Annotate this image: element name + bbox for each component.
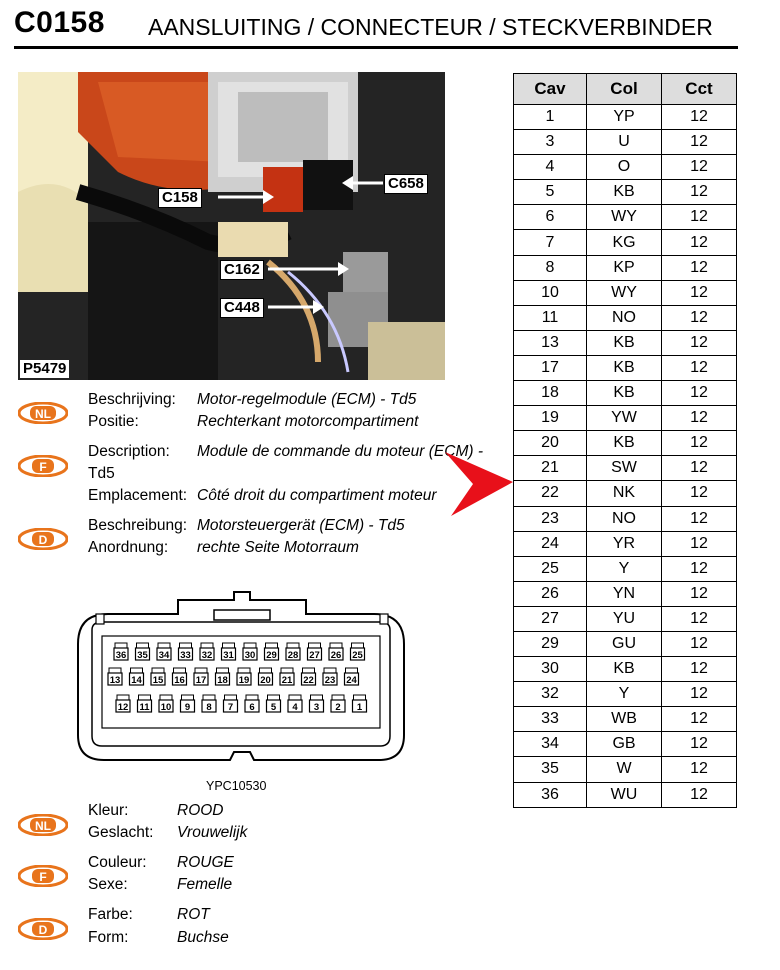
pin-number: 29 — [266, 650, 277, 661]
connector-code: C0158 — [14, 6, 105, 39]
table-row — [514, 581, 737, 606]
connector-pin — [200, 643, 214, 661]
nl-colour-val: ROOD — [177, 802, 224, 819]
connector-pin — [138, 695, 152, 713]
connector-pin — [216, 668, 230, 686]
connector-pin — [351, 643, 365, 661]
connector-pin — [159, 695, 173, 713]
table-header-row — [514, 74, 737, 105]
connector-pin — [114, 643, 128, 661]
colour-cell: YW — [587, 406, 662, 431]
header-cct: Cct — [662, 74, 737, 105]
pin-number: 20 — [260, 675, 271, 686]
pin-number: 6 — [249, 702, 255, 713]
pin-number: 30 — [244, 650, 256, 661]
colour-cell: Y — [587, 556, 662, 581]
circuit-cell: 12 — [662, 431, 737, 456]
table-row — [514, 657, 737, 682]
table-row — [514, 782, 737, 807]
pin-number: 21 — [281, 675, 293, 686]
table-row — [514, 355, 737, 380]
nl-desc-val: Motor-regelmodule (ECM) - Td5 — [197, 391, 417, 408]
cavity-cell: 8 — [514, 255, 587, 280]
colour-cell: WY — [587, 205, 662, 230]
page-title: AANSLUITING / CONNECTEUR / STECKVERBINDER — [148, 14, 713, 40]
circuit-cell: 12 — [662, 105, 737, 130]
cavity-cell: 10 — [514, 280, 587, 305]
colour-cell: KP — [587, 255, 662, 280]
connector-pin — [323, 668, 337, 686]
connector-pin — [173, 668, 187, 686]
pin-number: 4 — [292, 702, 298, 713]
pinout-table — [513, 73, 737, 808]
circuit-cell: 12 — [662, 606, 737, 631]
colour-cell: YP — [587, 105, 662, 130]
cavity-cell: 25 — [514, 556, 587, 581]
cavity-cell: 5 — [514, 180, 587, 205]
cavity-cell: 23 — [514, 506, 587, 531]
circuit-cell: 12 — [662, 205, 737, 230]
circuit-cell: 12 — [662, 707, 737, 732]
pin-number: 28 — [287, 650, 299, 661]
pin-number: 7 — [227, 702, 234, 713]
connector-pin — [280, 668, 294, 686]
f-badge-icon — [18, 455, 68, 477]
d-desc-key: Beschreibung: — [88, 517, 188, 534]
d-pos-key: Anordnung: — [88, 539, 169, 556]
connector-pin — [222, 643, 236, 661]
f-pos-key: Emplacement: — [88, 487, 188, 504]
connector-pin — [329, 643, 343, 661]
connector-pin — [353, 695, 367, 713]
cavity-cell: 24 — [514, 531, 587, 556]
cavity-cell: 6 — [514, 205, 587, 230]
colour-cell: GB — [587, 732, 662, 757]
table-row — [514, 531, 737, 556]
circuit-cell: 12 — [662, 330, 737, 355]
connector-pin — [130, 668, 144, 686]
connector-pin — [243, 643, 257, 661]
label-c448: C448 — [220, 298, 264, 318]
nl-desc-key: Beschrijving: — [88, 391, 176, 408]
cavity-cell: 17 — [514, 355, 587, 380]
colour-cell: W — [587, 757, 662, 782]
f-pos-val: Côté droit du compartiment moteur — [197, 487, 437, 504]
connector-pin — [136, 643, 150, 661]
f-colour-val: ROUGE — [177, 854, 234, 871]
colour-cell: O — [587, 155, 662, 180]
circuit-cell: 12 — [662, 782, 737, 807]
table-row — [514, 456, 737, 481]
cavity-cell: 26 — [514, 581, 587, 606]
d-gender-val: Buchse — [177, 929, 229, 946]
colour-cell: KB — [587, 355, 662, 380]
cavity-cell: 34 — [514, 732, 587, 757]
cavity-cell: 19 — [514, 406, 587, 431]
circuit-cell: 12 — [662, 230, 737, 255]
pin-number: 5 — [270, 702, 277, 713]
connector-pin — [194, 668, 208, 686]
location-photo — [18, 72, 445, 380]
colour-cell: NK — [587, 481, 662, 506]
colour-cell: Y — [587, 682, 662, 707]
table-row — [514, 481, 737, 506]
connector-pin — [310, 695, 324, 713]
cavity-cell: 29 — [514, 631, 587, 656]
table-row — [514, 180, 737, 205]
colour-cell: KB — [587, 431, 662, 456]
circuit-cell: 12 — [662, 757, 737, 782]
table-row — [514, 105, 737, 130]
label-c162: C162 — [220, 260, 264, 280]
cavity-cell: 22 — [514, 481, 587, 506]
colour-cell: WB — [587, 707, 662, 732]
pin-number: 8 — [206, 702, 212, 713]
cavity-cell: 32 — [514, 682, 587, 707]
f-desc-continued: Td5 — [88, 465, 115, 482]
colour-cell: U — [587, 130, 662, 155]
table-row — [514, 155, 737, 180]
svg-text:D: D — [38, 533, 48, 547]
table-row — [514, 280, 737, 305]
pin-number: 25 — [352, 650, 363, 661]
nl-pos-val: Rechterkant motorcompartiment — [197, 413, 419, 430]
circuit-cell: 12 — [662, 355, 737, 380]
pin-number: 3 — [313, 702, 320, 713]
connector-pin — [151, 668, 165, 686]
connector-pin — [345, 668, 359, 686]
circuit-cell: 12 — [662, 280, 737, 305]
colour-cell: KB — [587, 330, 662, 355]
pin-number: 16 — [174, 675, 185, 686]
pin-number: 17 — [195, 675, 207, 686]
pin-number: 15 — [152, 675, 164, 686]
header-col: Col — [587, 74, 662, 105]
table-row — [514, 330, 737, 355]
d-badge-icon — [18, 528, 68, 550]
pin-number: 18 — [217, 675, 228, 686]
drawing-reference: YPC10530 — [206, 779, 267, 793]
pin-number: 23 — [324, 675, 336, 686]
pin-number: 22 — [303, 675, 314, 686]
connector-pin — [202, 695, 216, 713]
circuit-cell: 12 — [662, 130, 737, 155]
connector-pin — [181, 695, 195, 713]
cavity-cell: 11 — [514, 305, 587, 330]
colour-cell: NO — [587, 506, 662, 531]
f-gender-key: Sexe: — [88, 876, 128, 893]
arrow-pointer-icon — [443, 448, 515, 520]
nl-badge-icon — [18, 402, 68, 424]
table-row — [514, 381, 737, 406]
pin-number: 13 — [109, 675, 121, 686]
circuit-cell: 12 — [662, 180, 737, 205]
cavity-cell: 3 — [514, 130, 587, 155]
connector-pin — [237, 668, 251, 686]
colour-cell: WY — [587, 280, 662, 305]
colour-cell: WU — [587, 782, 662, 807]
colour-cell: KB — [587, 381, 662, 406]
cavity-cell: 18 — [514, 381, 587, 406]
table-row — [514, 606, 737, 631]
cavity-cell: 13 — [514, 330, 587, 355]
connector-pin — [331, 695, 345, 713]
circuit-cell: 12 — [662, 456, 737, 481]
cavity-cell: 30 — [514, 657, 587, 682]
table-row — [514, 556, 737, 581]
svg-text:NL: NL — [35, 407, 51, 421]
circuit-cell: 12 — [662, 682, 737, 707]
connector-pin — [288, 695, 302, 713]
table-row — [514, 305, 737, 330]
table-row — [514, 757, 737, 782]
connector-pin — [157, 643, 171, 661]
connector-pin — [267, 695, 281, 713]
pin-number: 26 — [330, 650, 342, 661]
table-row — [514, 406, 737, 431]
table-row — [514, 230, 737, 255]
f-gender-val: Femelle — [177, 876, 233, 893]
circuit-cell: 12 — [662, 631, 737, 656]
circuit-cell: 12 — [662, 581, 737, 606]
circuit-cell: 12 — [662, 481, 737, 506]
nl-gender-key: Geslacht: — [88, 824, 154, 841]
svg-text:NL: NL — [35, 819, 51, 833]
table-row — [514, 506, 737, 531]
cavity-cell: 35 — [514, 757, 587, 782]
cavity-cell: 33 — [514, 707, 587, 732]
colour-cell: KG — [587, 230, 662, 255]
connector-face-diagram — [74, 590, 408, 770]
d-badge-icon — [18, 918, 68, 940]
colour-cell: YU — [587, 606, 662, 631]
svg-text:F: F — [39, 870, 47, 884]
label-c658: C658 — [384, 174, 428, 194]
f-desc-key: Description: — [88, 443, 170, 460]
circuit-cell: 12 — [662, 531, 737, 556]
pin-number: 19 — [238, 675, 250, 686]
f-colour-key: Couleur: — [88, 854, 147, 871]
pin-number: 11 — [139, 702, 150, 713]
colour-cell: KB — [587, 657, 662, 682]
pin-number: 31 — [223, 650, 234, 661]
connector-pin — [108, 668, 122, 686]
pin-number: 33 — [180, 650, 191, 661]
pin-number: 10 — [160, 702, 172, 713]
connector-pin — [245, 695, 259, 713]
connector-pin — [116, 695, 130, 713]
table-row — [514, 707, 737, 732]
table-row — [514, 631, 737, 656]
pin-number: 35 — [137, 650, 148, 661]
circuit-cell: 12 — [662, 155, 737, 180]
table-row — [514, 255, 737, 280]
d-gender-key: Form: — [88, 929, 129, 946]
colour-cell: YN — [587, 581, 662, 606]
nl-gender-val: Vrouwelijk — [177, 824, 248, 841]
connector-pin — [224, 695, 238, 713]
circuit-cell: 12 — [662, 657, 737, 682]
f-desc-val: Module de commande du moteur (ECM) - — [197, 443, 484, 460]
d-colour-key: Farbe: — [88, 906, 133, 923]
connector-pin — [286, 643, 300, 661]
cavity-cell: 7 — [514, 230, 587, 255]
circuit-cell: 12 — [662, 305, 737, 330]
cavity-cell: 1 — [514, 105, 587, 130]
photo-reference: P5479 — [20, 360, 69, 378]
header-cav: Cav — [514, 74, 587, 105]
table-row — [514, 130, 737, 155]
pin-number: 36 — [115, 650, 127, 661]
table-row — [514, 205, 737, 230]
svg-text:D: D — [38, 923, 48, 937]
pin-number: 24 — [346, 675, 357, 686]
circuit-cell: 12 — [662, 406, 737, 431]
circuit-cell: 12 — [662, 255, 737, 280]
nl-colour-key: Kleur: — [88, 802, 129, 819]
d-desc-val: Motorsteuergerät (ECM) - Td5 — [197, 517, 405, 534]
cavity-cell: 27 — [514, 606, 587, 631]
table-row — [514, 431, 737, 456]
circuit-cell: 12 — [662, 506, 737, 531]
connector-pin — [265, 643, 279, 661]
connector-pin — [179, 643, 193, 661]
table-row — [514, 682, 737, 707]
cavity-cell: 21 — [514, 456, 587, 481]
circuit-cell: 12 — [662, 381, 737, 406]
connector-pin — [302, 668, 316, 686]
pin-number: 1 — [356, 702, 363, 713]
f-badge-icon — [18, 865, 68, 887]
pin-number: 14 — [131, 675, 142, 686]
colour-cell: YR — [587, 531, 662, 556]
label-c158: C158 — [158, 188, 202, 208]
connector-pin — [308, 643, 322, 661]
connector-pin — [259, 668, 273, 686]
colour-cell: KB — [587, 180, 662, 205]
pin-number: 2 — [335, 702, 341, 713]
colour-cell: GU — [587, 631, 662, 656]
d-pos-val: rechte Seite Motorraum — [197, 539, 359, 556]
svg-text:F: F — [39, 460, 47, 474]
pin-number: 34 — [158, 650, 170, 661]
engine-photo-illustration — [18, 72, 445, 380]
title-divider — [14, 46, 738, 49]
pin-number: 9 — [184, 702, 191, 713]
cavity-cell: 4 — [514, 155, 587, 180]
nl-pos-key: Positie: — [88, 413, 139, 430]
colour-cell: NO — [587, 305, 662, 330]
d-colour-val: ROT — [177, 906, 210, 923]
circuit-cell: 12 — [662, 556, 737, 581]
cavity-cell: 20 — [514, 431, 587, 456]
pin-number: 27 — [309, 650, 320, 661]
table-row — [514, 732, 737, 757]
cavity-cell: 36 — [514, 782, 587, 807]
colour-cell: SW — [587, 456, 662, 481]
nl-badge-icon — [18, 814, 68, 836]
pin-number: 32 — [201, 650, 213, 661]
pin-number: 12 — [117, 702, 129, 713]
circuit-cell: 12 — [662, 732, 737, 757]
